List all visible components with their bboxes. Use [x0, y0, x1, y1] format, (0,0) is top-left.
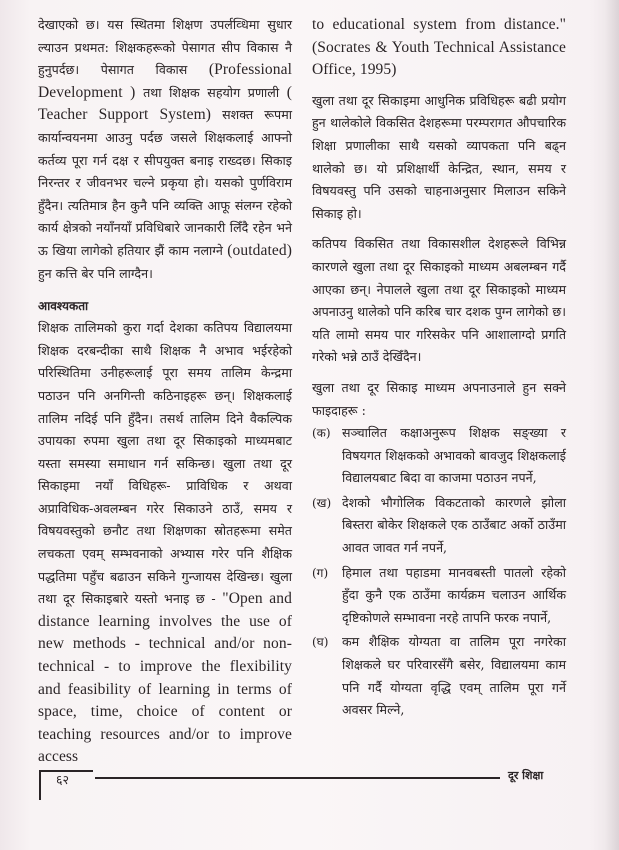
- section-heading: आवश्यकता: [38, 299, 89, 314]
- english-term: ( Teacher Support System): [38, 83, 292, 124]
- list-item-text: हिमाल तथा पहाडमा मानवबस्ती पातलो रहेको हुँदा कुनै एक ठाउँमा कार्यक्रम चलाउन आर्थिक दृष्टिकोणले सम्भावना नरहे तापनि फरक नपार्ने,: [342, 564, 566, 625]
- quote-continuation: to educational system from distance." (Socrates & Youth Technical Assistance Office, 1995): [312, 16, 566, 79]
- body-paragraph: [38, 14, 292, 285]
- paragraph-text: हुन कत्ति बेर पनि लाग्दैन।: [38, 265, 153, 281]
- list-marker: (घ): [312, 635, 329, 650]
- paragraph-text: देखाएको छ। यस स्थितमा शिक्षण उपर्लव्धिमा सुधार ल्याउन प्रथमत: शिक्षकहरूको पेसागत सीप विकास नै हुनुपर्दछ। पेसागत विकास: [38, 17, 292, 78]
- english-quote: "Open and distance learning involves the use of new methods - technical and/or non-technical - to improve the flexibility and feasibility of learning in terms of space, time, choice of content or teaching resources and/or to improve access: [38, 590, 292, 766]
- paragraph-text: तथा शिक्षक सहयोग प्रणाली: [135, 84, 287, 100]
- publication-title: दूर शिक्षा: [508, 769, 544, 782]
- list-marker: (ग): [312, 565, 329, 580]
- list-marker: (ख): [312, 495, 332, 510]
- english-term: (outdated): [227, 241, 292, 259]
- body-paragraph: कतिपय विकसित तथा विकासशील देशहरूले विभिन्न कारणले खुला तथा दूर सिकाइको माध्यम अबलम्बन गर्दै आएका छन्। नेपालले खुला तथा दूर सिकाइको माध्यम अपनाउनु थालेको पनि करिब चार दशक पुग्न लागेको छ। यति लामो समय पार गरिसकेर पनि आशालाग्दो प्रगति गरेको भन्ने ठाउँ देखिँदैन।: [312, 236, 566, 365]
- benefits-intro: खुला तथा दूर सिकाइ माध्यम अपनाउनाले हुन सक्ने फाइदाहरू :: [312, 379, 566, 418]
- list-item-text: देशको भौगोलिक विकटताको कारणले झोला बिस्तरा बोकेर शिक्षकले एक ठाउँबाट अर्को ठाउँमा आवत जावत गर्न नपर्ने,: [342, 494, 566, 556]
- list-item-text: सञ्चालित कक्षाअनुरूप शिक्षक सङ्ख्या र विषयगत शिक्षकको अभावको बावजुद शिक्षकलाई विद्यालयबाट बिदा वा काजमा पठाउन नपर्ने,: [342, 425, 566, 486]
- body-paragraph: [38, 317, 292, 769]
- english-term: (Professional Development ): [38, 61, 292, 101]
- benefits-list: [312, 422, 566, 722]
- page-number: ६२: [56, 772, 70, 787]
- footer-divider: [95, 777, 500, 779]
- paragraph-text: शिक्षक तालिमको कुरा गर्दा देशका कतिपय विद्यालयमा शिक्षक दरबन्दीका साथै शिक्षक नै अभाव भईरहेको परिस्थितिमा उनीहरूलाई पूरा समय तालिम केन्द्रमा पठाउन पनि अनगिन्ती कठिनाइहरू छन्। शिक्षकलाई तालिम नदिई पनि हुँदैन। तसर्थ तालिम दिने वैकल्पिक उपायका रुपमा खुला तथा दूर सिकाइको माध्यमबाट यस्ता समस्या समाधान गर्न सकिन्छ। खुला तथा दूर सिकाइमा नयाँ विधिहरू- प्राविधिक र अथवा अप्राविधिक-अवलम्बन गरेर सिकाउने ठाउँ, समय र विषयवस्तुको छनौट तथा शिक्षणका स्रोतहरूमा समेत लचकता एवम् सम्भवनाको अभ्यास गरेर पनि शैक्षिक पद्धतिमा पहुँच बढाउन सकिने गुन्जायस देखिन्छ। खुला तथा दूर सिकाइबारे यस्तो भनाइ छ -: [38, 320, 292, 607]
- right-column: [312, 14, 566, 724]
- list-marker: (क): [312, 426, 331, 441]
- list-item: [312, 492, 566, 560]
- left-column: [38, 14, 292, 769]
- list-item: [312, 562, 566, 630]
- page-edge-shadow: [605, 0, 619, 850]
- body-paragraph: खुला तथा दूर सिकाइमा आधुनिक प्रविधिहरू बढी प्रयोग हुन थालेकोले विकसित देशहरूमा परम्परागत औपचारिक शिक्षा प्रणालीका साथै यसको व्यापकता पनि बढ्न थालेको छ। यो प्रशिक्षार्थी केन्द्रित, स्थान, समय र विषयवस्तु पनि उसको चाहनाअनुसार मिलाउन सकिने सिकाइ हो।: [312, 92, 566, 221]
- paragraph-text: सशक्त रूपमा कार्यान्वयनमा आउनु पर्दछ जसले शिक्षकलाई आफ्नो कर्तव्य पूरा गर्न दक्ष र सीपयुक्त बनाइ राख्दछ। सिकाइ निरन्तर र जीवनभर चल्ने प्रकृया हो। यसको पुर्णविराम हुँदैन। त्यतिमात्र हैन कुनै पनि व्यक्ति आफू संलग्न रहेको कार्य क्षेत्रको नयाँनयाँ प्रविधिबारे जानकारी लिँदै रहेन भने ऊ खिया लागेको हतियार झैं काम नलाग्ने: [38, 107, 293, 258]
- list-item-text: कम शैक्षिक योग्यता वा तालिम पूरा नगरेका शिक्षकले घर परिवारसँगै बसेर, विद्यालयमा काम पनि गर्दै योग्यता वृद्धि एवम् तालिम पूरा गर्ने अवसर मिल्ने,: [342, 634, 566, 718]
- list-item: [312, 422, 566, 490]
- list-item: [312, 631, 566, 721]
